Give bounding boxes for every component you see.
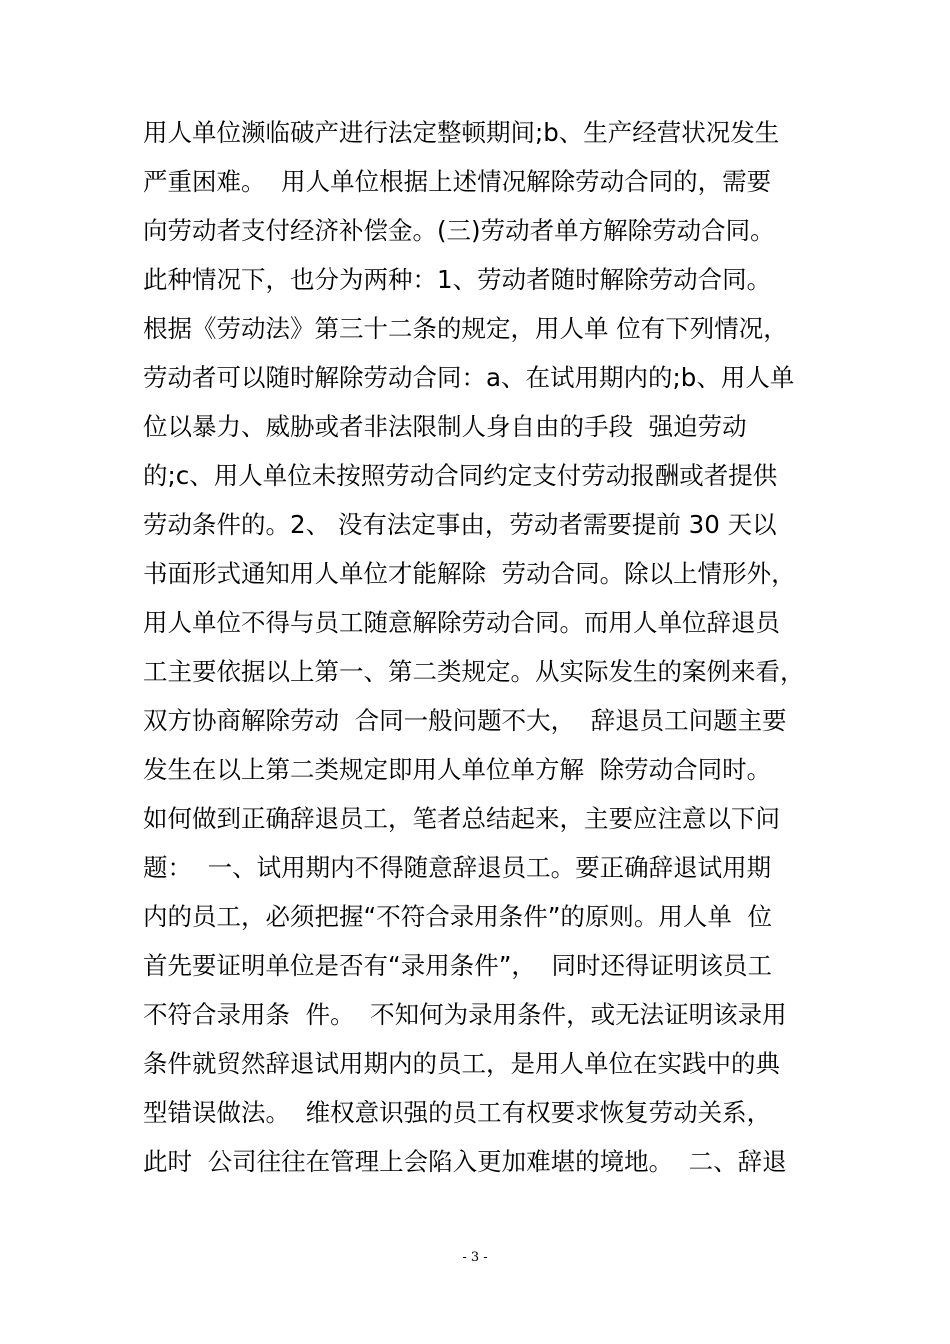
text-line: 如何做到正确辞退员工，笔者总结起来，主要应注意以下问 <box>143 804 780 833</box>
text-line: 书面形式通知用人单位才能解除 劳动合同。除以上情形外， <box>143 559 796 588</box>
text-line: 工主要依据以上第一、第二类规定。从实际发生的案例来看， <box>143 657 805 686</box>
text-line: 型错误做法。 维权意识强的员工有权要求恢复劳动关系， <box>143 1098 772 1127</box>
text-line: 首先要证明单位是否有“录用条件”， 同时还得证明该员工 <box>143 951 772 980</box>
text-line: 向劳动者支付经济补偿金。(三)劳动者单方解除劳动合同。 <box>143 216 775 245</box>
text-line: 此时 公司往往在管理上会陷入更加难堪的境地。 二、辞退 <box>143 1147 787 1176</box>
text-line: 此种情况下，也分为两种：1、劳动者随时解除劳动合同。 <box>143 265 772 294</box>
text-line: 严重困难。 用人单位根据上述情况解除劳动合同的，需要 <box>143 167 772 196</box>
text-line: 用人单位濒临破产进行法定整顿期间;b、生产经营状况发生 <box>143 118 780 147</box>
text-line: 双方协商解除劳动 合同一般问题不大， 辞退员工问题主要 <box>143 706 787 735</box>
text-line: 的;c、用人单位未按照劳动合同约定支付劳动报酬或者提供 <box>143 461 778 490</box>
text-line: 内的员工，必须把握“不符合录用条件”的原则。用人单 位 <box>143 902 772 931</box>
text-line: 劳动者可以随时解除劳动合同：a、在试用期内的;b、用人单 <box>143 363 795 392</box>
text-line: 用人单位不得与员工随意解除劳动合同。而用人单位辞退员 <box>143 608 780 637</box>
page-number: - 3 - <box>462 1250 488 1265</box>
text-line: 不符合录用条 件。 不知何为录用条件，或无法证明该录用 <box>143 1000 787 1029</box>
text-line: 根据《劳动法》第三十二条的规定，用人单 位有下列情况， <box>143 314 788 343</box>
text-line: 题： 一、试用期内不得随意辞退员工。要正确辞退试用期 <box>143 853 772 882</box>
body-text <box>143 108 833 1186</box>
text-line: 劳动条件的。2、 没有法定事由，劳动者需要提前 30 天以 <box>143 510 777 539</box>
text-line: 位以暴力、威胁或者非法限制人身自由的手段 强迫劳动 <box>143 412 747 441</box>
text-line: 条件就贸然辞退试用期内的员工，是用人单位在实践中的典 <box>143 1049 780 1078</box>
text-line: 发生在以上第二类规定即用人单位单方解 除劳动合同时。 <box>143 755 772 784</box>
